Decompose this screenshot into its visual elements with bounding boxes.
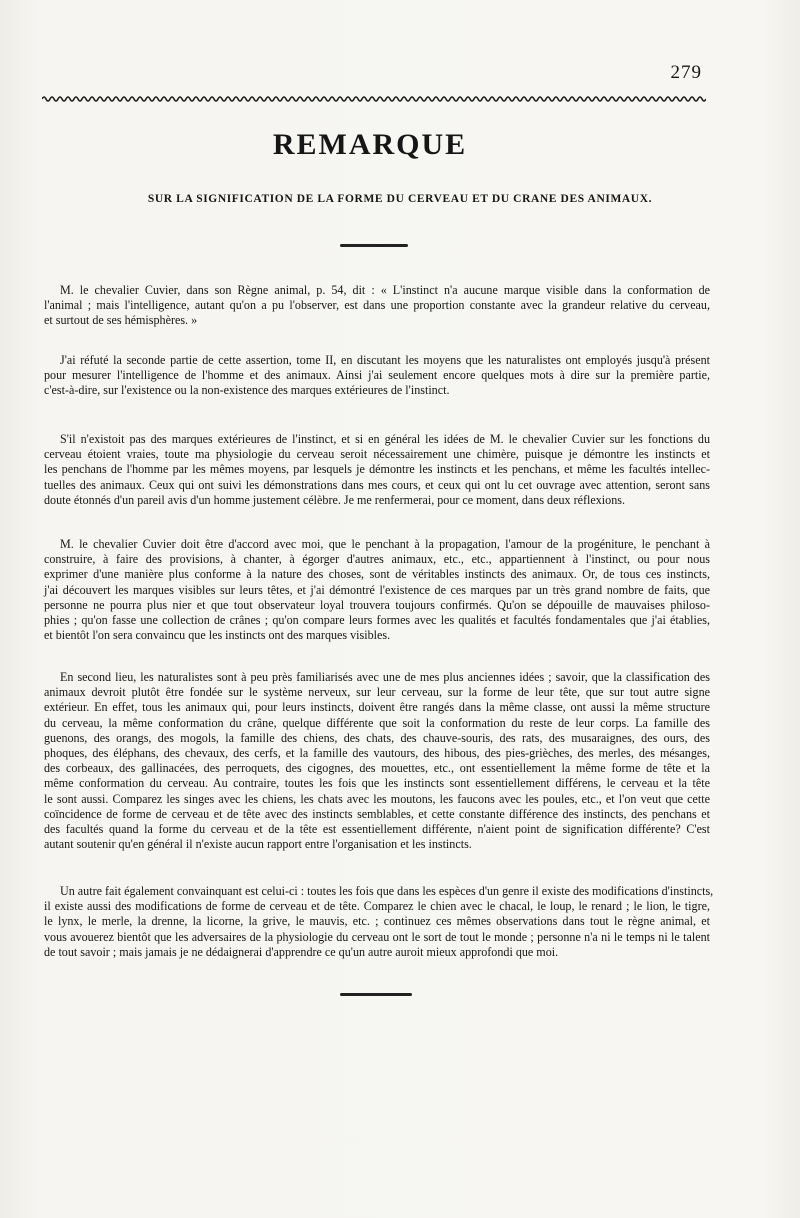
text-line: j'ai découvert les marques visibles sur leurs têtes, et j'ai démontré l'existence de ces marques par un très grand nombre de faits, que (44, 582, 710, 597)
text-line: et bientôt l'on sera convaincu que les instincts ont des marques visibles. (44, 628, 391, 643)
text-line: coïncidence de forme de cerveau et de tête avec des instincts semblables, et cette constante différence des instincts, des penchans et (44, 806, 710, 821)
page-subtitle: SUR LA SIGNIFICATION DE LA FORME DU CERVEAU ET DU CRANE DES ANIMAUX. (147, 193, 653, 205)
text-line: doute étonnés d'un pareil avis d'un homme justement célèbre. Je me renfermerai, pour ce moment, dans deux réflexions. (44, 492, 625, 507)
text-line: extérieur. En effet, tous les animaux qui, pour leurs instincts, doivent être rangés dans la même classe, ont aussi la même structure (44, 700, 710, 715)
paragraph-6 (44, 884, 714, 960)
paragraph-2 (44, 353, 710, 399)
text-line: pour mesurer l'intelligence de l'homme et des animaux. Ainsi j'ai seulement encore quelques mots à dire sur la première partie, (44, 368, 710, 383)
page-number: 279 (670, 62, 702, 83)
text-line: guenons, des orangs, des mogols, la famille des chiens, des chats, des chauve-souris, des rats, des musaraignes, des ours, des (44, 730, 710, 745)
paragraph-4 (44, 537, 710, 643)
text-line: construire, à faire des provisions, à chanter, à égorger d'autres animaux, etc., etc., appartiennent à l'instinct, ou pour nous (44, 552, 710, 567)
text-line: Un autre fait également convainquant est celui-ci : toutes les fois que dans les espèces d'un genre il existe des modifications d'instincts, (60, 884, 714, 898)
text-line: phies ; qu'on fasse une collection de crânes ; qu'on compare leurs formes avec les qualités et facultés fondamentales que j'ai établies, (44, 613, 710, 628)
text-line: c'est-à-dire, sur l'existence ou la non-existence des marques extérieures de l'instinct. (44, 383, 450, 398)
text-line: de tout savoir ; mais jamais je ne dédaignerai d'apprendre ce qu'un autre auroit mieux approfondi que moi. (44, 944, 559, 959)
text-line: tuelles des animaux. Ceux qui ont suivi les démonstrations dans mes cours, et ceux qui ont lu cet ouvrage avec attention, seront sans (44, 477, 710, 492)
text-line: autant soutenir qu'en général il n'existe aucun rapport entre l'organisation et les instincts. (44, 837, 472, 852)
text-line: M. le chevalier Cuvier doit être d'accord avec moi, que le penchant à la propagation, l'amour de la progéniture, le penchant à (60, 537, 710, 551)
end-divider (340, 993, 412, 996)
text-line: En second lieu, les naturalistes sont à peu près familiarisés avec une de mes plus anciennes idées ; savoir, que la classification des (60, 670, 710, 684)
decorative-wavy-rule (42, 93, 706, 105)
text-line: et surtout de ses hémisphères. » (44, 313, 198, 328)
text-line: le lynx, le merle, la drenne, la licorne, la grive, le mauvis, etc. ; continuez ces mêmes observations dans tout le règne animal, et (44, 914, 710, 929)
text-line: vous avouerez bientôt que les adversaires de la physiologie du cerveau ont le sort de tout le monde ; personne n'a ni le temps ni le talent (44, 929, 710, 944)
text-line: animaux devroit plutôt être fondée sur le système nerveux, sur leur cerveau, sur la forme de leur tête, que sur tout autre signe (44, 685, 710, 700)
text-line: il existe aussi des modifications de forme de cerveau et de tête. Comparez le chien avec le chacal, le loup, le renard ; le lion, le tigre, (44, 899, 710, 914)
text-line: même conformation du cerveau. Au contraire, toutes les fois que les instincts sont essentiellement différens, le cerveau et la tête (44, 776, 710, 791)
text-line: personne ne pourra plus nier et que tout observateur loyal trouvera toujours confirmés. Qu'on se dépouille de mauvaises philoso- (44, 597, 710, 612)
text-line: J'ai réfuté la seconde partie de cette assertion, tome II, en discutant les moyens que les naturalistes ont employés jusqu'à présent (60, 353, 710, 367)
text-line: les penchans de l'homme par les mêmes moyens, par lesquels je démontre les instincts et les penchans, et même les facultés intellec- (44, 462, 710, 477)
text-line: du cerveau, la même conformation du crâne, quelque différente que soit la conformation du reste de leur corps. La famille des (44, 715, 710, 730)
paragraph-3 (44, 432, 710, 508)
text-line: des facultés quand la forme du cerveau et de la tête est essentiellement différente, n'aient point de signification différente? C'est (44, 822, 710, 837)
text-line: le sont aussi. Comparez les singes avec les chiens, les chats avec les moutons, les faucons avec les poules, etc., et l'on veut que cette (44, 791, 710, 806)
text-line: des corbeaux, des gallinacées, des perroquets, des cigognes, des mouettes, etc., ont essentiellement la même forme de tête et la (44, 761, 710, 776)
text-line: S'il n'existoit pas des marques extérieures de l'instinct, et si en général les idées de M. le chevalier Cuvier sur les fonctions du (60, 432, 710, 446)
paragraph-1 (44, 283, 710, 329)
text-line: phoques, des éléphans, des chevaux, des cerfs, et la famille des vautours, des hibous, des pies-grièches, des merles, des mésanges, (44, 746, 710, 761)
paragraph-5 (44, 670, 710, 852)
text-line: M. le chevalier Cuvier, dans son Règne animal, p. 54, dit : « L'instinct n'a aucune marque visible dans la conformation de (60, 283, 710, 297)
page-title: REMARQUE (272, 128, 468, 161)
section-divider (340, 244, 408, 247)
text-line: l'animal ; mais l'intelligence, autant qu'on a pu l'observer, est dans une proportion constante avec la grandeur relative du cerveau, (44, 298, 710, 313)
text-line: cerveau étoient vraies, toute ma physiologie du cerveau seroit nécessairement une chimère, puisque je démontre les instincts et (44, 447, 710, 462)
text-line: exprimer d'une manière plus conforme à la nature des choses, sont de véritables instincts des animaux. Or, de tous ces instincts, (44, 567, 710, 582)
